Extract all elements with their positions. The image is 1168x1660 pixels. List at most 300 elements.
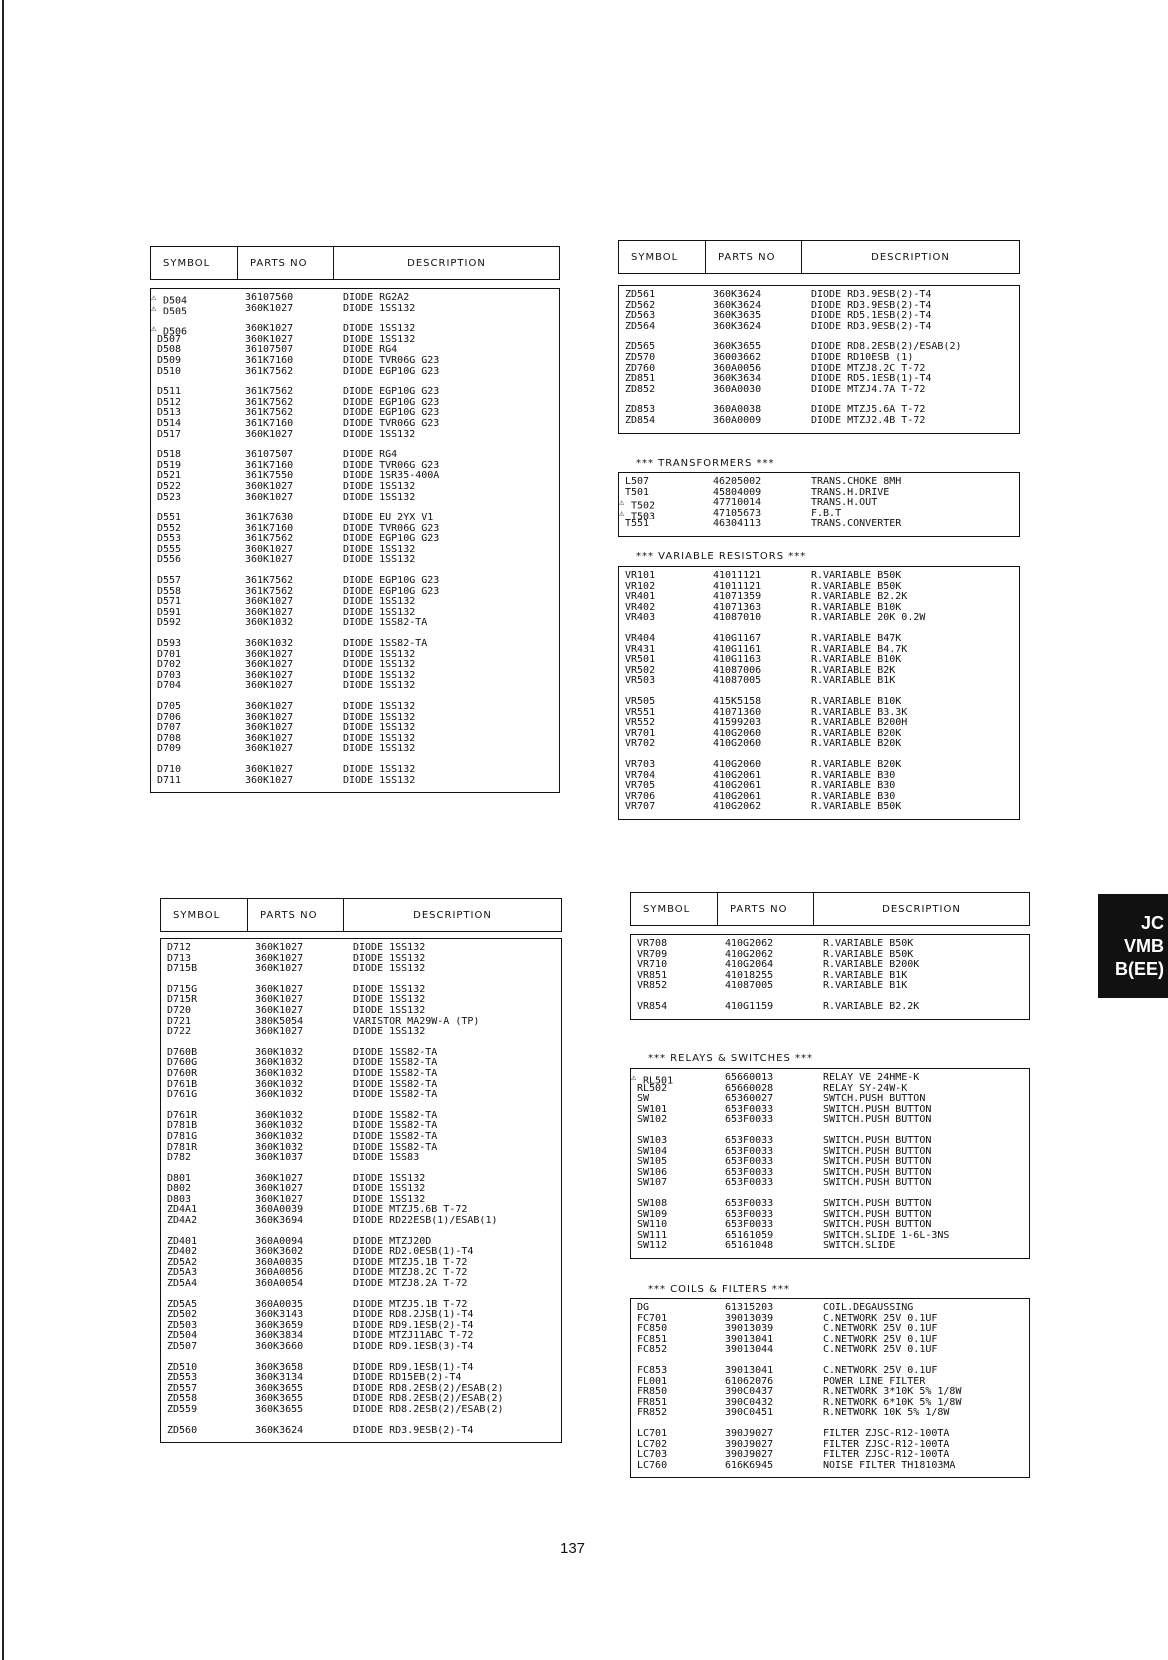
cell-symbol	[151, 367, 241, 378]
symbol-text: D552	[157, 523, 182, 534]
section-title-relays-switches: *** RELAYS & SWITCHES ***	[648, 1053, 813, 1064]
cell-symbol	[161, 1153, 251, 1164]
cell-description: DIODE 1SS82-TA	[353, 1090, 438, 1101]
symbol-text: FL001	[637, 1376, 668, 1387]
cell-symbol	[161, 1121, 251, 1132]
cell-parts-no: 410G1159	[725, 1001, 774, 1012]
cell-description: DIODE RD3.9ESB(2)-T4	[811, 300, 932, 311]
row-group	[151, 387, 559, 440]
cell-description: DIODE 1SS132	[343, 775, 416, 786]
symbol-text: ZD5A5	[167, 1299, 198, 1310]
table-row	[619, 613, 1019, 624]
cell-parts-no: 360K1032	[245, 639, 294, 650]
table-row	[161, 1342, 561, 1353]
row-group	[161, 1363, 561, 1416]
table-row	[151, 356, 559, 367]
table-row	[619, 666, 1019, 677]
cell-description: DIODE 1SS83	[353, 1153, 420, 1164]
cell-symbol	[631, 1398, 721, 1409]
table-row	[619, 477, 1019, 488]
row-group	[631, 1303, 1029, 1356]
cell-description: SWITCH.PUSH BUTTON	[823, 1209, 932, 1220]
cell-description: C.NETWORK 25V 0.1UF	[823, 1345, 938, 1356]
symbol-text: D704	[157, 681, 182, 692]
cell-symbol	[619, 592, 709, 603]
symbol-text: D504	[163, 295, 188, 304]
cell-parts-no: 61315203	[725, 1303, 774, 1313]
cell-description: R.VARIABLE B30	[811, 770, 896, 781]
table-header	[618, 240, 1020, 274]
row-group	[161, 1174, 561, 1227]
cell-description: R.NETWORK 3*10K 5% 1/8W	[823, 1387, 962, 1398]
table-row	[161, 1048, 561, 1059]
table-row	[631, 1178, 1029, 1189]
cell-parts-no: 360K1027	[245, 712, 294, 723]
cell-symbol	[631, 1168, 721, 1179]
table-row	[619, 676, 1019, 687]
table-row	[631, 1073, 1029, 1084]
cell-symbol	[619, 802, 709, 813]
cell-symbol	[161, 1342, 251, 1353]
cell-symbol	[619, 385, 709, 396]
cell-description: SWITCH.PUSH BUTTON	[823, 1135, 932, 1146]
cell-symbol	[631, 1220, 721, 1231]
symbol-text: D761G	[167, 1090, 198, 1101]
cell-parts-no: 360K1027	[245, 555, 294, 566]
table-row	[161, 1405, 561, 1416]
table-row	[151, 765, 559, 776]
table-row	[619, 322, 1019, 333]
row-group	[151, 324, 559, 377]
symbol-text: VR852	[637, 981, 668, 992]
row-group	[151, 639, 559, 692]
cell-description: NOISE FILTER TH18103MA	[823, 1460, 956, 1471]
cell-parts-no: 653F0033	[725, 1115, 774, 1126]
row-group	[631, 1136, 1029, 1189]
cell-parts-no: 360K1027	[255, 1173, 304, 1184]
cell-parts-no: 41087010	[713, 613, 762, 624]
cell-symbol	[619, 771, 709, 782]
safety-warning-icon: ⚠	[619, 508, 625, 519]
header-symbol: SYMBOL	[643, 903, 691, 915]
cell-parts-no: 653F0033	[725, 1198, 774, 1209]
symbol-text: FR852	[637, 1408, 668, 1419]
table-row	[619, 509, 1019, 520]
header-description: DESCRIPTION	[801, 241, 1019, 273]
cell-symbol	[151, 450, 241, 461]
cell-symbol	[631, 1440, 721, 1451]
cell-parts-no: 653F0033	[725, 1220, 774, 1231]
cell-description: R.VARIABLE B50K	[823, 949, 914, 960]
cell-description: DIODE 1SS132	[343, 324, 416, 335]
table-row	[619, 498, 1019, 509]
cell-description: DIODE 1SS132	[343, 544, 416, 555]
table-row	[151, 650, 559, 661]
cell-description: DIODE 1SS132	[353, 1184, 426, 1195]
symbol-text: VR503	[625, 676, 656, 687]
cell-symbol	[151, 293, 241, 304]
cell-symbol	[161, 1080, 251, 1091]
table-row	[161, 1027, 561, 1038]
cell-symbol	[619, 613, 709, 624]
symbol-text: ZD559	[167, 1404, 198, 1415]
cell-description: DIODE MTZJ11ABC T-72	[353, 1331, 474, 1342]
table-row	[161, 954, 561, 965]
cell-description: SWITCH.PUSH BUTTON	[823, 1146, 932, 1157]
cell-description: R.VARIABLE B200H	[811, 718, 908, 729]
table-row	[161, 995, 561, 1006]
symbol-text: D513	[157, 408, 182, 419]
header-symbol: SYMBOL	[173, 909, 221, 921]
cell-parts-no: 390C0432	[725, 1397, 774, 1408]
cell-symbol	[151, 734, 241, 745]
cell-description: DIODE 1SS132	[343, 733, 416, 744]
cell-parts-no: 360A0054	[255, 1279, 304, 1290]
cell-parts-no: 360A0009	[713, 415, 762, 426]
cell-symbol	[151, 419, 241, 430]
cell-description: DIODE RD8.2ESB(2)/ESAB(2)	[353, 1404, 504, 1415]
symbol-text: D761B	[167, 1079, 198, 1090]
symbol-text: D706	[157, 712, 182, 723]
symbol-text: ZD503	[167, 1320, 198, 1331]
cell-symbol	[151, 335, 241, 346]
cell-parts-no: 653F0033	[725, 1146, 774, 1157]
symbol-text: SW102	[637, 1115, 668, 1126]
cell-parts-no: 39013039	[725, 1313, 774, 1324]
cell-symbol	[151, 398, 241, 409]
cell-symbol	[631, 1002, 721, 1013]
table-row	[619, 416, 1019, 427]
cell-symbol	[161, 1321, 251, 1332]
table-row	[619, 374, 1019, 385]
table-row	[631, 1345, 1029, 1356]
cell-symbol	[619, 571, 709, 582]
cell-parts-no: 360K1027	[245, 775, 294, 786]
symbol-text: D720	[167, 1005, 192, 1016]
cell-symbol	[631, 1345, 721, 1356]
symbol-text: ZD852	[625, 384, 656, 395]
cell-parts-no: 360K3658	[255, 1362, 304, 1373]
symbol-text: FR851	[637, 1397, 668, 1408]
table-body-variable-resistors	[618, 566, 1020, 820]
cell-parts-no: 360K1027	[245, 764, 294, 775]
cell-description: DIODE 1SS132	[343, 481, 416, 492]
cell-description: DIODE 1SS132	[343, 723, 416, 734]
cell-description: DIODE RD9.1ESB(2)-T4	[353, 1320, 474, 1331]
table-row	[631, 1303, 1029, 1314]
row-group	[151, 702, 559, 755]
symbol-text: SW111	[637, 1230, 668, 1241]
symbol-text: VR704	[625, 770, 656, 781]
row-group	[161, 1426, 561, 1437]
cell-parts-no: 410G1163	[713, 655, 762, 666]
cell-symbol	[151, 650, 241, 661]
cell-description: DIODE 1SS132	[343, 712, 416, 723]
symbol-text: ZD854	[625, 415, 656, 426]
cell-parts-no: 41599203	[713, 718, 762, 729]
table-row	[631, 960, 1029, 971]
cell-parts-no: 361K7160	[245, 460, 294, 471]
cell-description: DIODE 1SS132	[343, 429, 416, 440]
cell-description: DIODE EGP10G G23	[343, 366, 440, 377]
cell-symbol	[151, 356, 241, 367]
cell-parts-no: 41011121	[713, 581, 762, 592]
cell-symbol	[619, 290, 709, 301]
cell-parts-no: 410G2061	[713, 770, 762, 781]
symbol-text: SW106	[637, 1167, 668, 1178]
symbol-text: VR102	[625, 581, 656, 592]
cell-symbol	[631, 1199, 721, 1210]
cell-parts-no: 410G2060	[713, 739, 762, 750]
cell-description: DIODE MTZJ5.1B T-72	[353, 1299, 468, 1310]
table-row	[151, 723, 559, 734]
symbol-text: VR705	[625, 781, 656, 792]
cell-symbol	[619, 634, 709, 645]
table-row	[631, 1147, 1029, 1158]
cell-parts-no: 46304113	[713, 519, 762, 530]
cell-parts-no: 361K7160	[245, 523, 294, 534]
table-row	[619, 571, 1019, 582]
row-group	[151, 765, 559, 786]
cell-symbol	[631, 1073, 721, 1084]
table-row	[161, 1216, 561, 1227]
cell-description: DIODE 1SS132	[343, 649, 416, 660]
cell-symbol	[161, 1174, 251, 1185]
cell-parts-no: 61062076	[725, 1376, 774, 1387]
cell-parts-no: 41087005	[725, 981, 774, 992]
cell-parts-no: 360K1027	[245, 492, 294, 503]
symbol-text: ZD402	[167, 1247, 198, 1258]
symbol-text: D512	[157, 397, 182, 408]
cell-description: DIODE RD10ESB (1)	[811, 352, 914, 363]
cell-symbol	[161, 995, 251, 1006]
symbol-text: VR552	[625, 718, 656, 729]
cell-description: DIODE EGP10G G23	[343, 397, 440, 408]
cell-symbol	[619, 364, 709, 375]
cell-parts-no: 360K1027	[255, 1027, 304, 1038]
table-row	[631, 1136, 1029, 1147]
row-group	[619, 571, 1019, 624]
symbol-text: ZD563	[625, 311, 656, 322]
cell-symbol	[151, 545, 241, 556]
cell-description: R.VARIABLE B50K	[811, 571, 902, 581]
symbol-text: ZD853	[625, 405, 656, 416]
cell-description: DIODE RD22ESB(1)/ESAB(1)	[353, 1216, 498, 1227]
table-row	[161, 1132, 561, 1143]
cell-symbol	[151, 618, 241, 629]
table-row	[151, 597, 559, 608]
cell-description: DIODE RD5.1ESB(1)-T4	[811, 374, 932, 385]
symbol-text: D702	[157, 660, 182, 671]
cell-symbol	[151, 765, 241, 776]
symbol-text: SW107	[637, 1178, 668, 1189]
cell-symbol	[151, 534, 241, 545]
cell-description: DIODE RG4	[343, 450, 398, 461]
cell-description: R.VARIABLE B47K	[811, 633, 902, 644]
cell-symbol	[619, 488, 709, 499]
cell-description: R.VARIABLE B1K	[823, 970, 908, 981]
cell-description: DIODE 1SR35-400A	[343, 471, 440, 482]
table-row	[161, 1237, 561, 1248]
cell-parts-no: 65660013	[725, 1073, 774, 1083]
cell-symbol	[631, 950, 721, 961]
cell-parts-no: 410G2062	[713, 802, 762, 813]
cell-symbol	[619, 655, 709, 666]
cell-parts-no: 360K1027	[245, 429, 294, 440]
table-row	[631, 1094, 1029, 1105]
row-group	[161, 1048, 561, 1101]
cell-description: DIODE 1SS82-TA	[353, 1110, 438, 1121]
cell-description: DIODE 1SS132	[343, 702, 416, 712]
table-row	[161, 1080, 561, 1091]
symbol-text: VR431	[625, 644, 656, 655]
symbol-text: VR404	[625, 633, 656, 644]
cell-parts-no: 39013041	[725, 1334, 774, 1345]
cell-symbol	[151, 304, 241, 315]
symbol-text: VR402	[625, 602, 656, 613]
side-tab-model	[1098, 894, 1168, 998]
symbol-text: D505	[163, 306, 188, 315]
symbol-text: ZD558	[167, 1394, 198, 1405]
cell-symbol	[631, 1387, 721, 1398]
row-group	[631, 1429, 1029, 1471]
symbol-text: D508	[157, 345, 182, 356]
cell-symbol	[619, 697, 709, 708]
cell-symbol	[631, 1210, 721, 1221]
symbol-text: ZD510	[167, 1362, 198, 1373]
cell-symbol	[161, 1279, 251, 1290]
table-row	[631, 1084, 1029, 1095]
cell-symbol	[619, 477, 709, 488]
cell-parts-no: 360K1027	[245, 744, 294, 755]
header-description: DESCRIPTION	[813, 893, 1029, 925]
symbol-text: ZD401	[167, 1236, 198, 1247]
table-body-resistors	[630, 934, 1030, 1020]
cell-parts-no: 360K3655	[255, 1404, 304, 1415]
symbol-text: D781R	[167, 1142, 198, 1153]
cell-parts-no: 360K3660	[255, 1342, 304, 1352]
section-title-coils-filters: *** COILS & FILTERS ***	[648, 1284, 790, 1295]
cell-parts-no: 360K1027	[245, 607, 294, 618]
table-row	[631, 1440, 1029, 1451]
symbol-text: ZD562	[625, 300, 656, 311]
cell-description: DIODE 1SS132	[343, 744, 416, 755]
cell-symbol	[631, 1231, 721, 1242]
symbol-text: D557	[157, 576, 182, 587]
row-group	[161, 1237, 561, 1290]
table-row	[151, 576, 559, 587]
symbol-text: D519	[157, 460, 182, 471]
cell-parts-no: 360K1027	[245, 597, 294, 608]
symbol-text: D523	[157, 492, 182, 503]
cell-description: DIODE RD2.0ESB(1)-T4	[353, 1247, 474, 1258]
symbol-text: D507	[157, 334, 182, 345]
cell-parts-no: 41087006	[713, 665, 762, 676]
symbol-text: VR505	[625, 696, 656, 707]
cell-symbol	[151, 430, 241, 441]
cell-description: POWER LINE FILTER	[823, 1376, 926, 1387]
symbol-text: D506	[163, 326, 188, 335]
symbol-text: D722	[167, 1027, 192, 1038]
cell-description: DIODE RD8.2ESB(2)/ESAB(2)	[353, 1383, 504, 1394]
cell-parts-no: 41071360	[713, 707, 762, 718]
cell-symbol	[161, 1132, 251, 1143]
cell-symbol	[161, 1216, 251, 1227]
table-row	[619, 290, 1019, 301]
symbol-text: T501	[625, 487, 650, 498]
symbol-text: D551	[157, 513, 182, 524]
cell-description: DIODE RD15EB(2)-T4	[353, 1373, 462, 1384]
cell-symbol	[151, 387, 241, 398]
cell-symbol	[631, 1115, 721, 1126]
cell-symbol	[631, 1335, 721, 1346]
cell-description: SWITCH.SLIDE 1-6L-3NS	[823, 1230, 950, 1241]
cell-symbol	[619, 519, 709, 530]
table-row	[631, 1241, 1029, 1252]
cell-parts-no: 65660028	[725, 1083, 774, 1094]
cell-description: R.NETWORK 6*10K 5% 1/8W	[823, 1397, 962, 1408]
table-row	[161, 1069, 561, 1080]
symbol-text: LC703	[637, 1450, 668, 1461]
cell-description: TRANS.CONVERTER	[811, 519, 902, 530]
cell-parts-no: 360K3834	[255, 1331, 304, 1342]
symbol-text: SW109	[637, 1209, 668, 1220]
symbol-text: D705	[157, 702, 182, 712]
cell-description: DIODE 1SS132	[353, 995, 426, 1006]
table-header	[630, 892, 1030, 926]
symbol-text: VR502	[625, 665, 656, 676]
row-group	[631, 1366, 1029, 1419]
cell-description: DIODE EGP10G G23	[343, 586, 440, 597]
cell-parts-no: 45804009	[713, 487, 762, 498]
cell-symbol	[151, 639, 241, 650]
symbol-text: VR701	[625, 728, 656, 739]
table-row	[151, 345, 559, 356]
cell-parts-no: 360K1032	[245, 618, 294, 629]
cell-description: R.VARIABLE B10K	[811, 602, 902, 613]
symbol-text: VR706	[625, 791, 656, 802]
cell-parts-no: 360K1027	[245, 702, 294, 712]
table-row	[619, 729, 1019, 740]
cell-description: SWITCH.PUSH BUTTON	[823, 1115, 932, 1126]
cell-symbol	[619, 374, 709, 385]
cell-symbol	[619, 708, 709, 719]
cell-description: R.VARIABLE B1K	[811, 676, 896, 687]
cell-parts-no: 360K3634	[713, 374, 762, 385]
cell-parts-no: 41011121	[713, 571, 762, 581]
cell-parts-no: 653F0033	[725, 1104, 774, 1115]
symbol-text: ZD4A2	[167, 1216, 198, 1227]
cell-description: DIODE TVR06G G23	[343, 418, 440, 429]
table-row	[161, 1321, 561, 1332]
cell-symbol	[151, 744, 241, 755]
symbol-text: SW110	[637, 1220, 668, 1231]
cell-parts-no: 41071363	[713, 602, 762, 613]
symbol-text: SW105	[637, 1157, 668, 1168]
cell-symbol	[151, 513, 241, 524]
table-body-diodes	[618, 285, 1020, 434]
table-row	[161, 1017, 561, 1028]
cell-symbol	[161, 1426, 251, 1437]
cell-symbol	[161, 1300, 251, 1311]
table-row	[161, 1121, 561, 1132]
cell-description: R.NETWORK 10K 5% 1/8W	[823, 1408, 950, 1419]
cell-parts-no: 360K1027	[245, 681, 294, 692]
cell-parts-no: 410G2061	[713, 781, 762, 792]
cell-parts-no: 360A0030	[713, 384, 762, 395]
table-row	[631, 1199, 1029, 1210]
cell-parts-no: 36107560	[245, 293, 294, 303]
